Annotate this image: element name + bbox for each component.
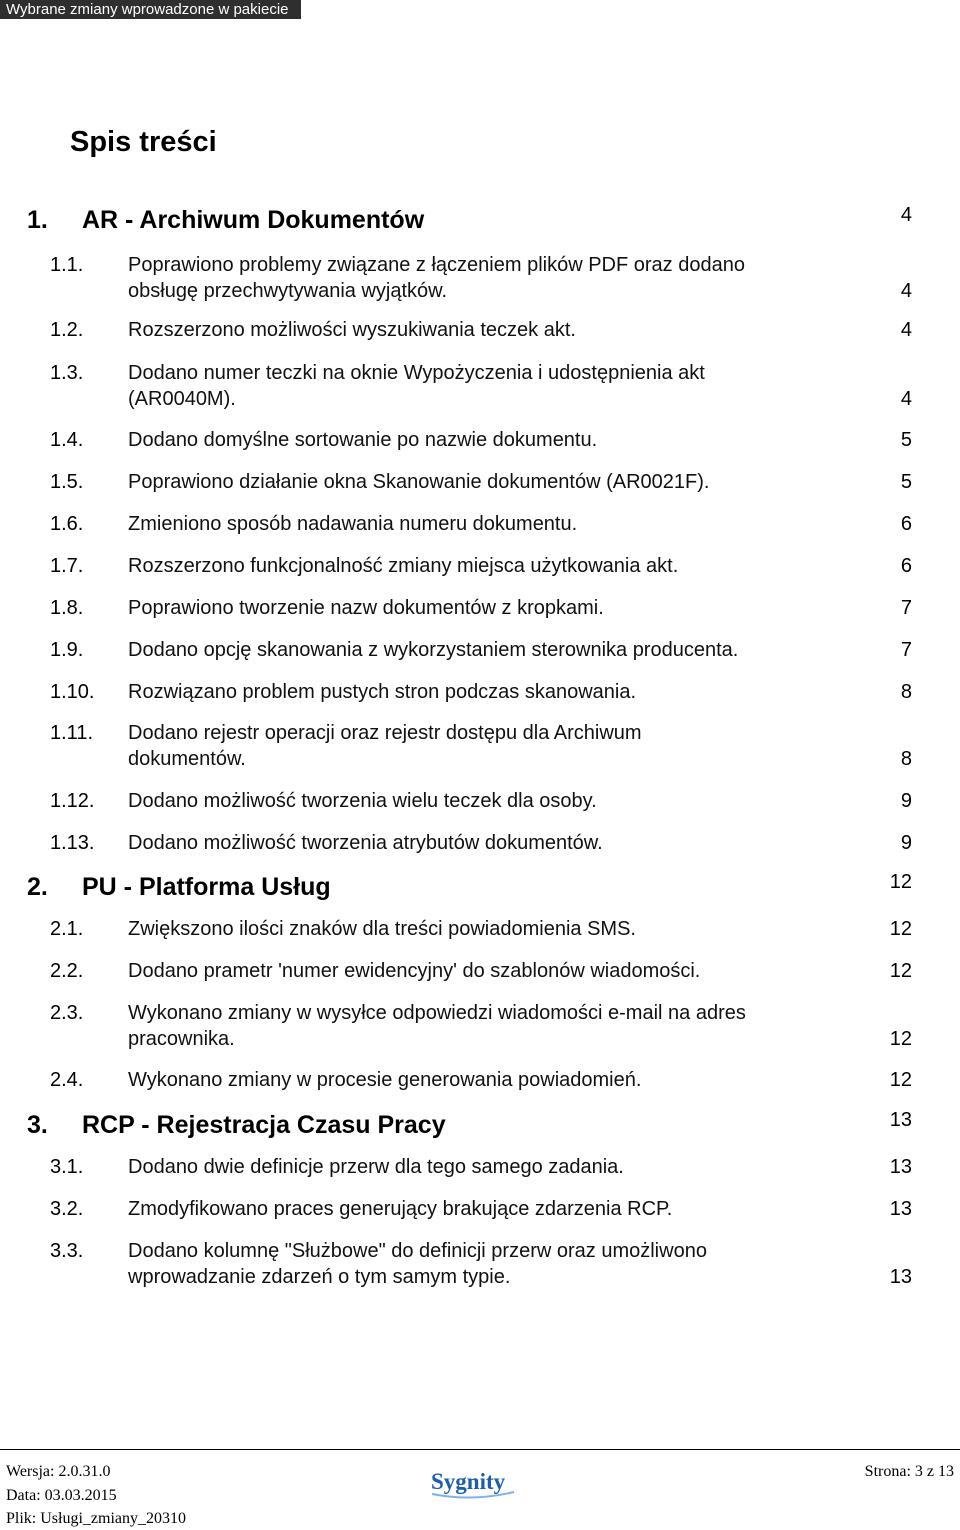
footer-page-number: Strona: 3 z 13: [864, 1463, 954, 1480]
toc-entry-number: 1.3.: [50, 362, 84, 384]
toc-entry-number: 1.13.: [50, 832, 95, 854]
toc-entry-title: RCP - Rejestracja Czasu Pracy: [82, 1111, 446, 1139]
toc-page-number: 12: [889, 918, 912, 940]
toc-entry-number: 1.9.: [50, 639, 84, 661]
toc-page-number: 12: [889, 871, 912, 893]
svg-text:Sygnity: Sygnity: [431, 1469, 506, 1494]
toc-entry-title: wprowadzanie zdarzeń o tym samym typie.: [128, 1266, 511, 1288]
toc-entry-title: Dodano domyślne sortowanie po nazwie dokumentu.: [128, 429, 598, 451]
toc-entry-number: 1.4.: [50, 429, 84, 451]
toc-entry-number: 1.2.: [50, 319, 84, 341]
toc-entry-title: pracownika.: [128, 1028, 235, 1050]
toc-page-number: 13: [889, 1109, 912, 1131]
toc-entry-title: AR - Archiwum Dokumentów: [82, 206, 425, 234]
toc-entry-title: Dodano numer teczki na oknie Wypożyczenia i udostępnienia akt: [128, 362, 705, 384]
toc-entry-title: Poprawiono działanie okna Skanowanie dokumentów (AR0021F).: [128, 471, 710, 493]
toc-page-number: 8: [900, 748, 912, 770]
toc-entry-title: Dodano dwie definicje przerw dla tego samego zadania.: [128, 1156, 624, 1178]
toc-page-number: 4: [900, 319, 912, 341]
footer-version: Wersja: 2.0.31.0: [6, 1463, 111, 1480]
toc-entry-number: 2.1.: [50, 918, 84, 940]
toc-entry-title: obsługę przechwytywania wyjątków.: [128, 280, 448, 302]
toc-page-number: 13: [889, 1198, 912, 1220]
toc-entry-title: Dodano możliwość tworzenia wielu teczek dla osoby.: [128, 790, 597, 812]
toc-entry-title: Poprawiono problemy związane z łączeniem plików PDF oraz dodano: [128, 254, 745, 276]
toc-entry-title: Zmieniono sposób nadawania numeru dokumentu.: [128, 513, 578, 535]
toc-page-number: 8: [900, 681, 912, 703]
footer-file: Plik: Usługi_zmiany_20310: [6, 1510, 186, 1527]
toc-page-number: 7: [900, 597, 912, 619]
toc-page-number: 12: [889, 960, 912, 982]
toc-page-number: 5: [900, 429, 912, 451]
toc-page-number: 6: [900, 555, 912, 577]
toc-page-number: 7: [900, 639, 912, 661]
toc-entry-number: 2.3.: [50, 1002, 84, 1024]
footer-date: Data: 03.03.2015: [6, 1487, 117, 1504]
toc-page-number: 5: [900, 471, 912, 493]
toc-entry-title: Rozwiązano problem pustych stron podczas skanowania.: [128, 681, 637, 703]
toc-entry-number: 1.1.: [50, 254, 84, 276]
toc-entry-number: 2.2.: [50, 960, 84, 982]
toc-entry-number: 1.6.: [50, 513, 84, 535]
toc-entry-title: Dodano opcję skanowania z wykorzystaniem sterownika producenta.: [128, 639, 739, 661]
toc-entry-title: Dodano prametr 'numer ewidencyjny' do szablonów wiadomości.: [128, 960, 701, 982]
toc-page-number: 6: [900, 513, 912, 535]
toc-entry-number: 1.5.: [50, 471, 84, 493]
toc-entry-title: PU - Platforma Usług: [82, 873, 331, 901]
toc-entry-title: (AR0040M).: [128, 388, 236, 410]
toc-entry-title: dokumentów.: [128, 748, 246, 770]
toc-entry-title: Zmodyfikowano praces generujący brakujące zdarzenia RCP.: [128, 1198, 673, 1220]
toc-entry-title: Poprawiono tworzenie nazw dokumentów z kropkami.: [128, 597, 604, 619]
toc-entry-number: 1.12.: [50, 790, 95, 812]
toc-entry-number: 1.11.: [50, 722, 93, 744]
toc-entry-number: 3.1.: [50, 1156, 84, 1178]
document-header: Wybrane zmiany wprowadzone w pakiecie: [0, 0, 301, 19]
toc-entry-number: 3.: [27, 1111, 48, 1139]
toc-page-number: 4: [900, 388, 912, 410]
footer-divider: [0, 1449, 960, 1450]
toc-entry-title: Dodano kolumnę "Służbowe" do definicji przerw oraz umożliwono: [128, 1240, 707, 1262]
sygnity-logo: [428, 1468, 518, 1500]
toc-entry-number: 1.8.: [50, 597, 84, 619]
toc-entry-number: 1.7.: [50, 555, 84, 577]
toc-page-number: 4: [900, 204, 912, 226]
toc-entry-title: Dodano rejestr operacji oraz rejestr dostępu dla Archiwum: [128, 722, 642, 744]
toc-entry-number: 2.: [27, 873, 48, 901]
toc-title: Spis treści: [70, 126, 217, 158]
toc-entry-number: 1.: [27, 206, 48, 234]
toc-page-number: 12: [889, 1028, 912, 1050]
toc-entry-title: Rozszerzono funkcjonalność zmiany miejsca użytkowania akt.: [128, 555, 679, 577]
toc-entry-title: Wykonano zmiany w procesie generowania powiadomień.: [128, 1069, 642, 1091]
toc-entry-title: Zwiększono ilości znaków dla treści powiadomienia SMS.: [128, 918, 636, 940]
toc-entry-title: Dodano możliwość tworzenia atrybutów dokumentów.: [128, 832, 603, 854]
toc-page-number: 12: [889, 1069, 912, 1091]
toc-page-number: 13: [889, 1266, 912, 1288]
toc-entry-title: Wykonano zmiany w wysyłce odpowiedzi wiadomości e-mail na adres: [128, 1002, 746, 1024]
toc-entry-number: 2.4.: [50, 1069, 84, 1091]
toc-entry-number: 3.3.: [50, 1240, 84, 1262]
toc-page-number: 9: [900, 832, 912, 854]
toc-page-number: 4: [900, 280, 912, 302]
toc-entry-title: Rozszerzono możliwości wyszukiwania teczek akt.: [128, 319, 576, 341]
toc-page-number: 13: [889, 1156, 912, 1178]
toc-page-number: 9: [900, 790, 912, 812]
toc-entry-number: 3.2.: [50, 1198, 84, 1220]
toc-entry-number: 1.10.: [50, 681, 95, 703]
